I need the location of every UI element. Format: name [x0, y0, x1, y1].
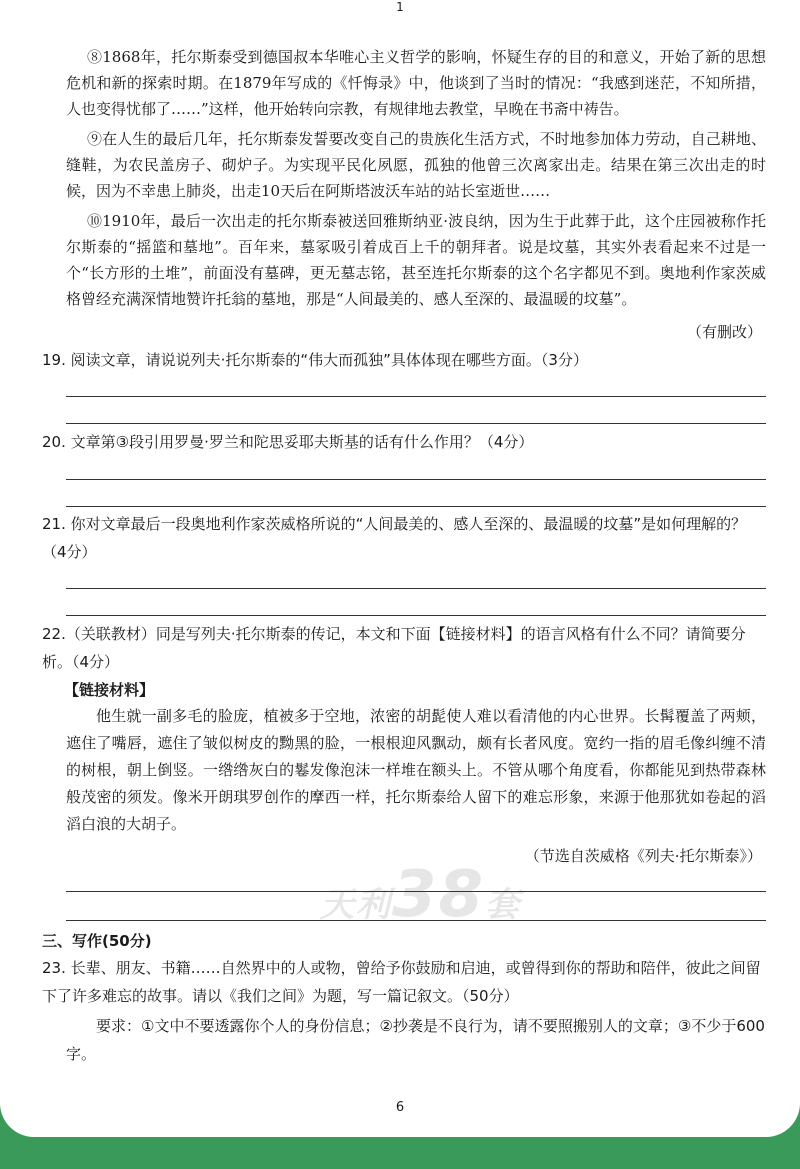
answer-line[interactable]	[66, 423, 766, 424]
answer-line[interactable]	[66, 506, 766, 507]
top-page-number: 1	[396, 0, 404, 14]
paragraph-9: ⑨在人生的最后几年，托尔斯泰发誓要改变自己的贵族化生活方式，不时地参加体力劳动，自己耕地、缝鞋，为农民盖房子、砌炉子。为实现平民化夙愿，孤独的他曾三次离家出走。结果在第三次出走的时候，因为不幸患上肺炎，出走10天后在阿斯塔波沃车站的站长室逝世……	[66, 130, 766, 200]
writing-section-title: 三、写作(50分)	[42, 932, 152, 950]
writing-requirements: 要求：①文中不要透露你个人的身份信息；②抄袭是不良行为，请不要照搬别人的文章；③不少于600字。	[66, 1017, 765, 1063]
question-23: 23. 长辈、朋友、书籍……自然界中的人或物，曾给予你鼓励和启迪，或曾得到你的帮助和陪伴，彼此之间留下了许多难忘的故事。请以《我们之间》为题，写一篇记叙文。（50分）	[42, 959, 761, 1005]
question-21: 21. 你对文章最后一段奥地利作家茨威格所说的“人间最美的、感人至深的、最温暖的坟墓”是如何理解的？（4分）	[42, 515, 747, 561]
paragraph-10: ⑩1910年，最后一次出走的托尔斯泰被送回雅斯纳亚·波良纳，因为生于此葬于此，这个庄园被称作托尔斯泰的“摇篮和墓地”。百年来，墓冢吸引着成百上千的朝拜者。说是坟墓，其实外表看起来不过是一个“长方形的土堆”，前面没有墓碑，更无墓志铭，甚至连托尔斯泰的这个名字都见不到。奥地利作家茨威格曾经充满深情地赞许托翁的墓地，那是“人间最美的、感人至深的、最温暖的坟墓”。	[66, 212, 766, 308]
question-19: 19. 阅读文章，请说说列夫·托尔斯泰的“伟大而孤独”具体体现在哪些方面。（3分）	[42, 351, 588, 369]
link-material-source: （节选自茨威格《列夫·托尔斯泰》）	[524, 847, 762, 865]
question-22: 22.（关联教材）同是写列夫·托尔斯泰的传记，本文和下面【链接材料】的语言风格有什么不同？请简要分析。（4分）	[42, 625, 746, 671]
paragraph-8: ⑧1868年，托尔斯泰受到德国叔本华唯心主义哲学的影响，怀疑生存的目的和意义，开始了新的思想危机和新的探索时期。在1879年写成的《忏悔录》中，他谈到了当时的情况：“我感到迷茫，不知所措，人也变得忧郁了……”这样，他开始转向宗教，有规律地去教堂，早晚在书斋中祷告。	[66, 48, 766, 118]
watermark-text: 天利	[320, 885, 392, 925]
question-20: 20. 文章第③段引用罗曼·罗兰和陀思妥耶夫斯基的话有什么作用？（4分）	[42, 433, 534, 451]
link-material-title: 【链接材料】	[64, 681, 155, 699]
answer-line[interactable]	[66, 920, 766, 921]
answer-line[interactable]	[66, 588, 766, 589]
answer-line[interactable]	[66, 479, 766, 480]
answer-line[interactable]	[66, 615, 766, 616]
watermark-suffix: 套	[485, 885, 522, 925]
answer-line[interactable]	[66, 396, 766, 397]
watermark-number: 38	[392, 858, 486, 932]
answer-line[interactable]	[66, 891, 766, 892]
abridged-note: （有删改）	[686, 323, 762, 341]
page-number: 6	[395, 1100, 405, 1115]
link-material-text: 他生就一副多毛的脸庞，植被多于空地，浓密的胡髭使人难以看清他的内心世界。长髯覆盖了两颊，遮住了嘴唇，遮住了皱似树皮的黝黑的脸，一根根迎风飘动，颇有长者风度。宽约一指的眉毛像纠缠不清的树根，朝上倒竖。一绺绺灰白的鬈发像泡沫一样堆在额头上。不管从哪个角度看，你都能见到热带森林般茂密的须发。像米开朗琪罗创作的摩西一样，托尔斯泰给人留下的难忘形象，来源于他那犹如卷起的滔滔白浪的大胡子。	[66, 707, 766, 833]
